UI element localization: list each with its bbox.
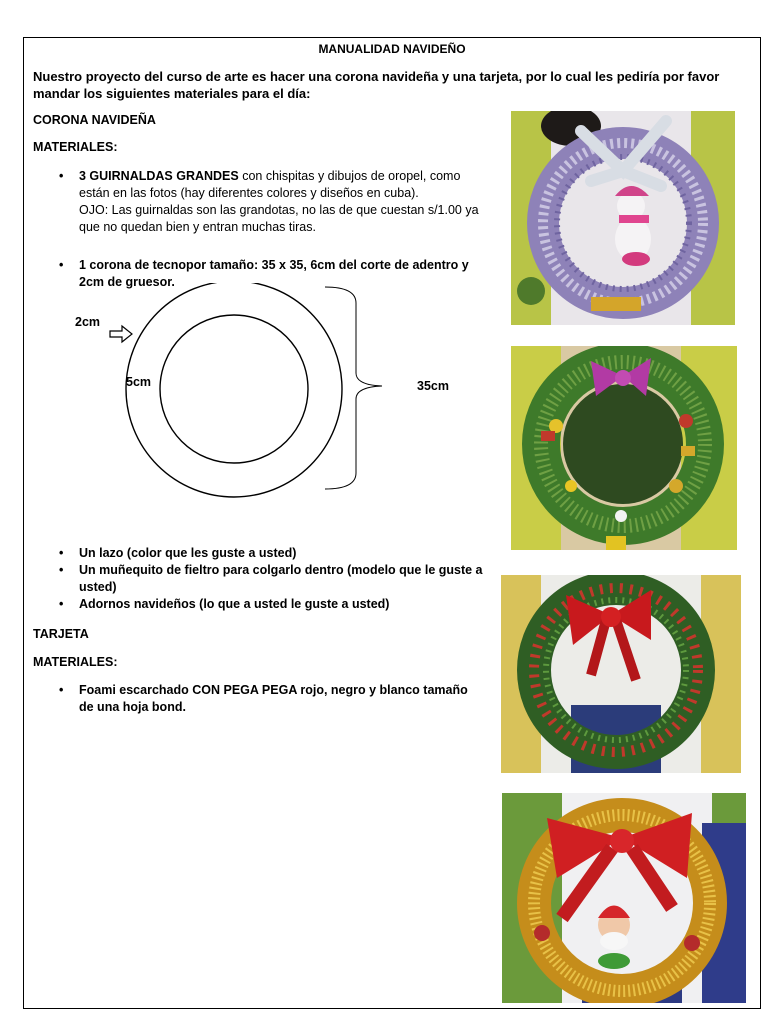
tarjeta-item1-text: Foami escarchado CON PEGA PEGA rojo, negro y blanco tamaño de una hoja bond.: [79, 683, 468, 714]
inner-circle: [160, 315, 308, 463]
item1-text: con chispitas y dibujos de oropel, como están en las fotos (hay diferentes colores y diseños en cuba).: [79, 169, 461, 200]
bullet-icon: •: [59, 563, 64, 577]
foam-wreath-diagram: [100, 283, 400, 498]
list-item: [33, 596, 483, 613]
list-item: [33, 168, 483, 236]
label-5cm: 5cm: [126, 375, 152, 389]
bullet-icon: •: [59, 258, 64, 272]
intro-paragraph: Nuestro proyecto del curso de arte es hacer una corona navideña y una tarjeta, por lo cual les pediría por favor mandar los siguientes materiales para el día:: [33, 69, 720, 101]
wreath-photo-gold: [502, 793, 746, 1003]
list-item: [33, 682, 483, 716]
corona-heading: CORONA NAVIDEÑA: [33, 113, 156, 127]
tarjeta-materials-label: MATERIALES:: [33, 655, 118, 669]
brace-icon: [325, 287, 382, 489]
bullet-icon: •: [59, 546, 64, 560]
item5-text: Adornos navideños (lo que a usted le guste a usted): [79, 597, 390, 611]
wreath-photo-green-pink-bow: [511, 346, 737, 550]
label-35cm: 35cm: [417, 379, 449, 393]
item4-text: Un muñequito de fieltro para colgarlo dentro (modelo que le guste a usted): [79, 563, 483, 594]
corona-list-bottom: [33, 545, 483, 613]
item2-text: 1 corona de tecnopor tamaño: 35 x 35, 6cm del corte de adentro y 2cm de gruesor.: [79, 258, 469, 289]
bullet-icon: •: [59, 683, 64, 697]
tarjeta-heading: TARJETA: [33, 627, 89, 641]
arrow-icon: [110, 326, 132, 342]
tarjeta-list: [33, 682, 483, 716]
label-2cm: 2cm: [75, 315, 101, 329]
corona-list-top: [33, 168, 483, 236]
item1-note: OJO: Las guirnaldas son las grandotas, no las de que cuestan s/1.00 ya que no quedan bien y entran muchas tiras.: [79, 203, 479, 234]
list-item: [33, 562, 483, 596]
list-item: [33, 545, 483, 562]
corona-materials-label: MATERIALES:: [33, 140, 118, 154]
item3-text: Un lazo (color que les guste a usted): [79, 546, 297, 560]
document-title: MANUALIDAD NAVIDEÑO: [318, 42, 466, 56]
bullet-icon: •: [59, 169, 64, 183]
item1-bold: 3 GUIRNALDAS GRANDES: [79, 169, 239, 183]
wreath-photo-green-red-bow: [501, 575, 741, 773]
wreath-photo-silver: [511, 111, 735, 325]
bullet-icon: •: [59, 597, 64, 611]
